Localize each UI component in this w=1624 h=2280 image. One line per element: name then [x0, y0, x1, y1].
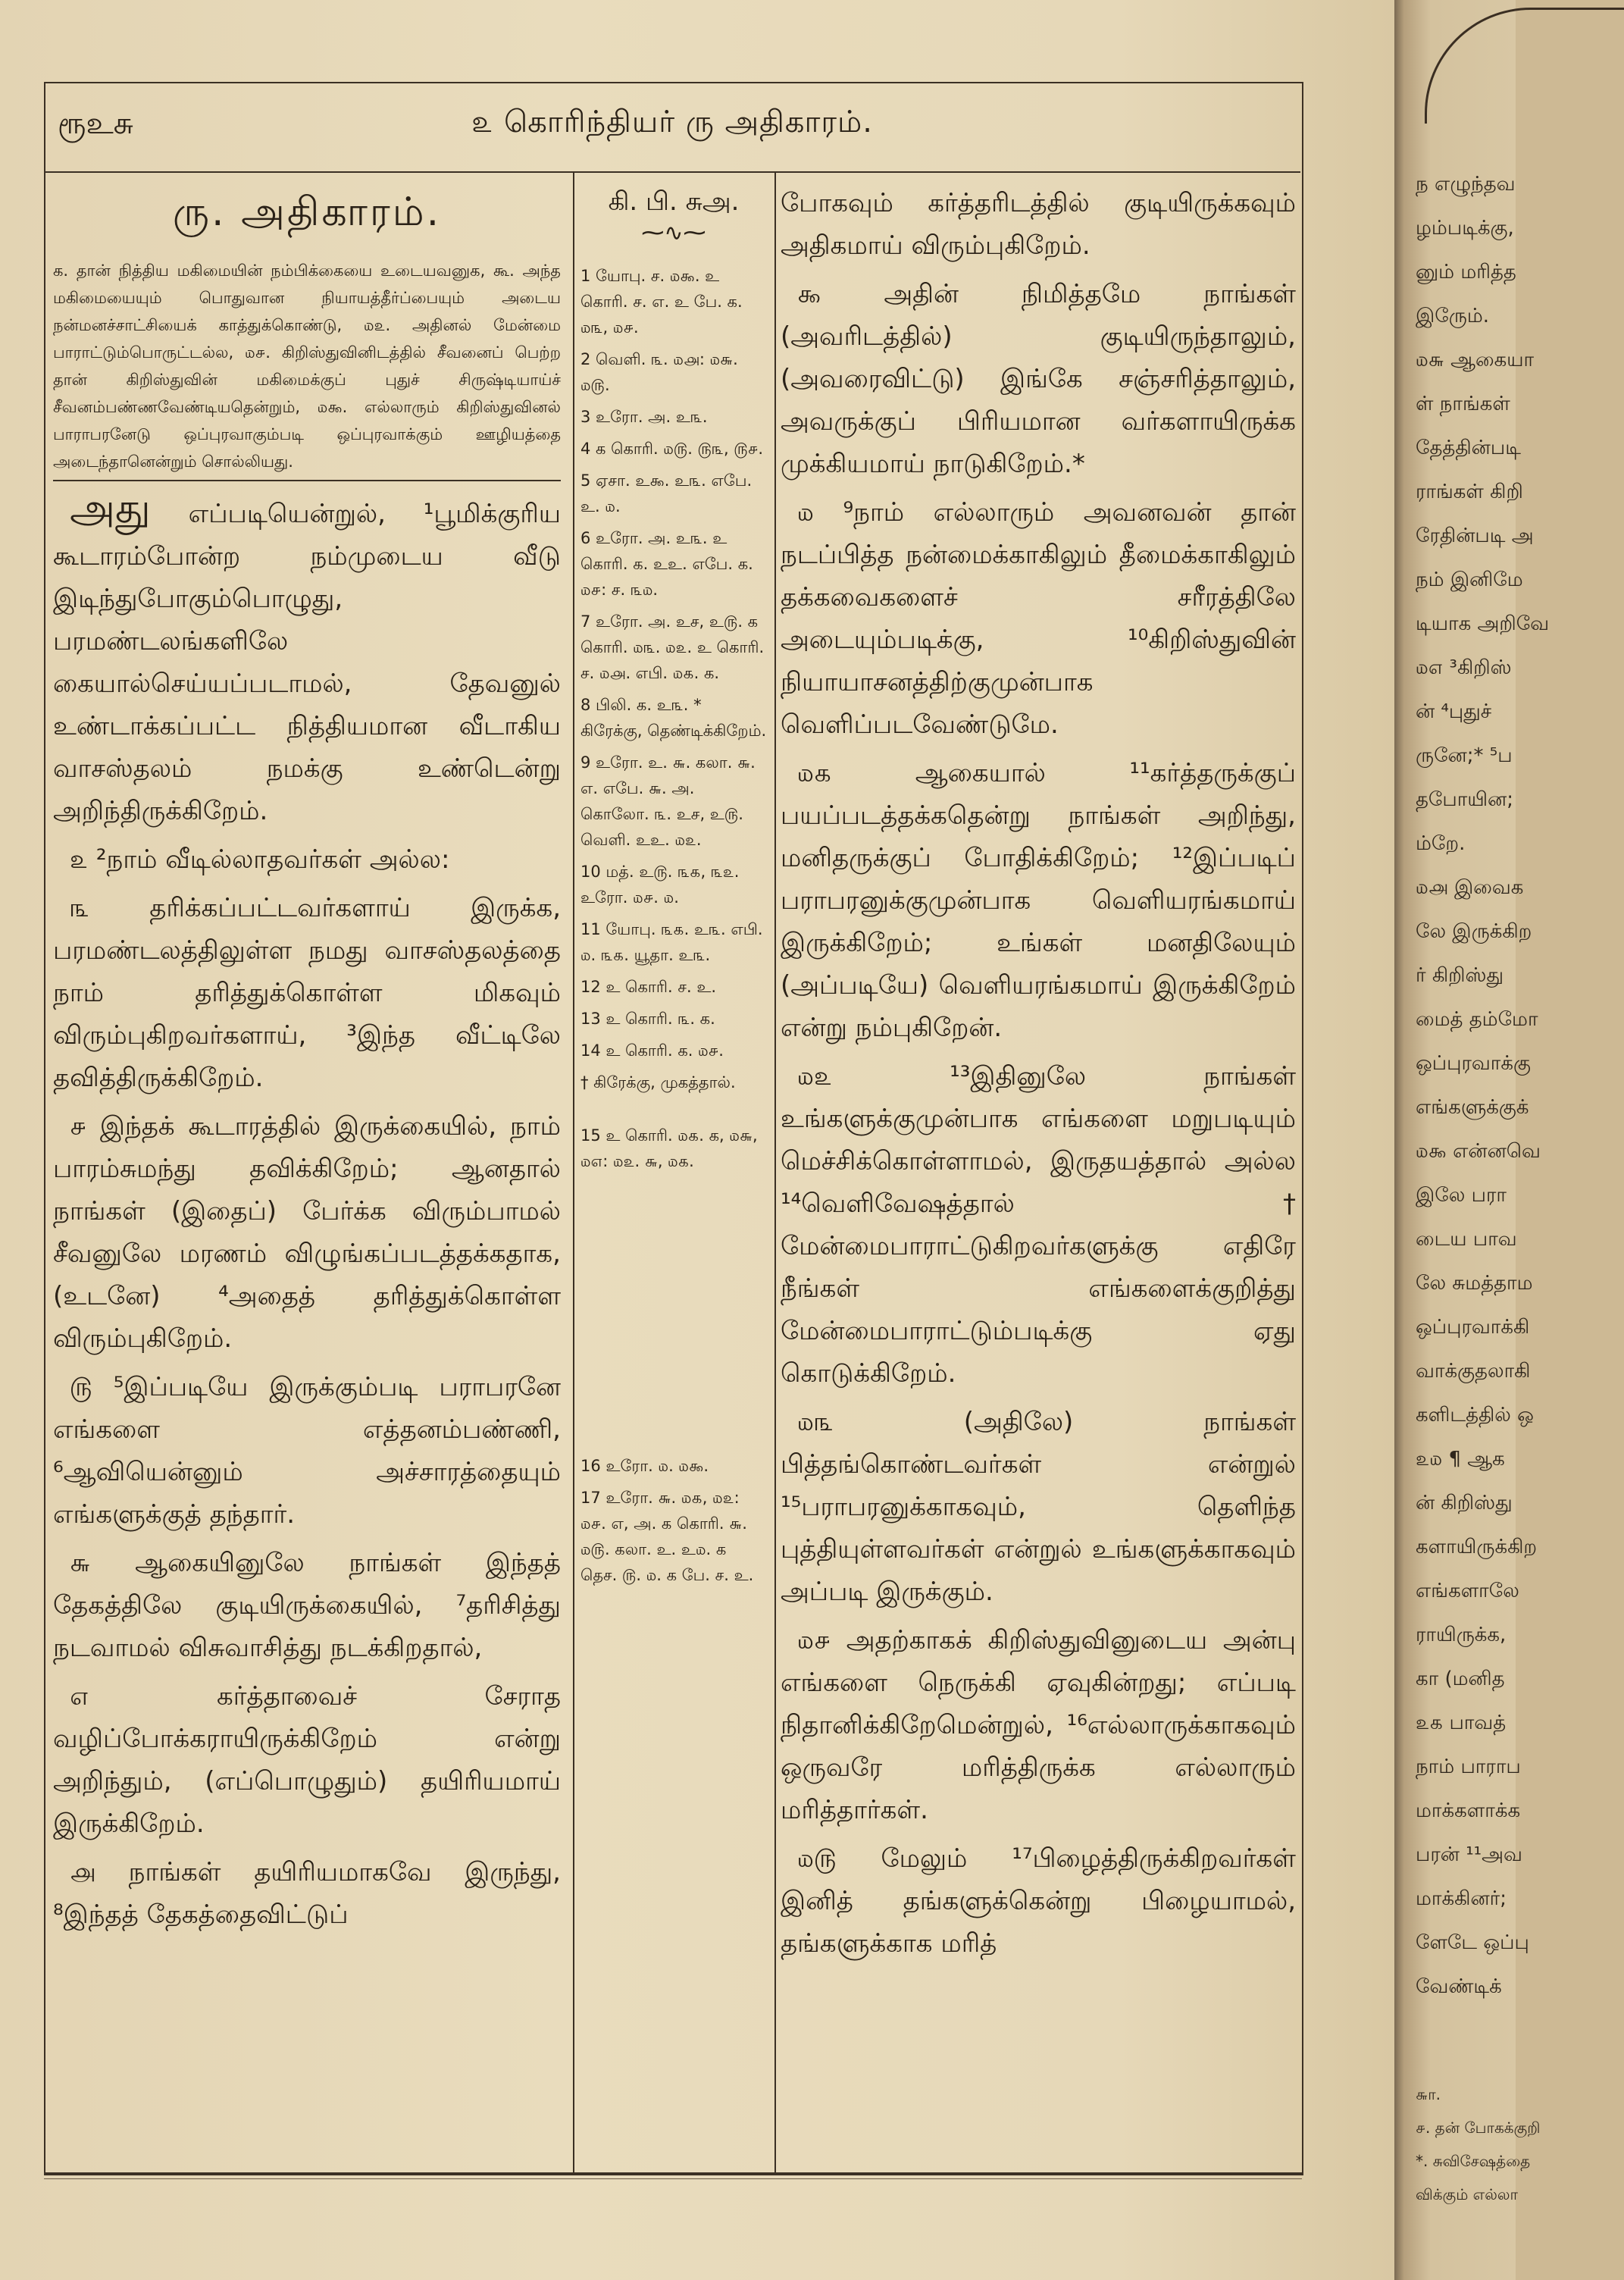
adjacent-text-fragment: பரன் ¹¹அவ: [1416, 1843, 1522, 1866]
column-rule-right: [774, 173, 776, 2172]
main-text-column-2: [781, 182, 1296, 1971]
running-title: ௨ கொரிந்தியர் ரு அதிகாரம்.: [471, 105, 873, 139]
adjacent-text-fragment: ௨௰ ¶ ஆக: [1416, 1448, 1505, 1470]
cross-reference: 9 உரோ. உ. ௬. கலா. ௬. எ. எபே. ௬. அ. கொலோ. ௩. உச, உ௫. வெளி. உஉ. ௰௨.: [580, 753, 756, 849]
adjacent-footnote-fragment: *. சுவிசேஷத்தை: [1416, 2152, 1531, 2170]
verse-number: ௬: [70, 1548, 91, 1578]
adjacent-text-fragment: ர் கிறிஸ்து: [1416, 964, 1504, 987]
adjacent-text-fragment: தபோயின;: [1416, 788, 1513, 811]
verse-text: ஆகையால் ¹¹கர்த்தருக்குப் பயப்படத்தக்கதென்று நாங்கள் அறிந்து, மனிதருக்குப் போதிக்கிறேம்; ¹²இப்படிப் பராபரனுக்குமுன்பாக வெளியரங்கமாய் இருக்கிறேம்; உங்கள் மனதிலேயும் (அப்படியே) வெளியரங்கமாய் இருக்கிறேம் என்று நம்புகிறேன்.: [781, 758, 1296, 1043]
adjacent-text-fragment: லே சுமத்தாம: [1416, 1272, 1533, 1295]
verse-text: அதின் நிமித்தமே நாங்கள் (அவரிடத்தில்) குடியிருந்தாலும், (அவரைவிட்டு) இங்கே சஞ்சரித்தாலும், அவருக்குப் பிரியமான வர்களாயிருக்க முக்கியமாய் நாடுகிறேம்.*: [781, 279, 1296, 479]
verse-number: ௰௩: [797, 1407, 834, 1437]
verse: [53, 1675, 561, 1845]
adjacent-text-fragment: ன் ⁴புதுச்: [1416, 700, 1492, 723]
chapter-heading: ரு. அதிகாரம்.: [172, 189, 442, 235]
cross-reference-column: [580, 182, 767, 1594]
adjacent-text-fragment: மைத் தம்மோ: [1416, 1008, 1538, 1031]
adjacent-text-fragment: மாக்கினர்;: [1416, 1887, 1507, 1910]
adjacent-text-fragment: டைய பாவ: [1416, 1228, 1517, 1251]
verse-number: ௰: [797, 497, 814, 528]
verse-text: (அதிலே) நாங்கள் பித்தங்கொண்டவர்கள் என்றுல் ¹⁵பராபரனுக்காகவும், தெளிந்த புத்தியுள்ளவர்கள் என்றுல் உங்களுக்காகவும் அப்படி இருக்கும்.: [781, 1407, 1296, 1607]
ref-gap-large: [580, 1180, 767, 1453]
verse-text: இந்தக் கூடாரத்தில் இருக்கையில், நாம் பாரம்சுமந்து தவிக்கிறேம்; ஆனதால் நாங்கள் (இதைப்) பேர்க்க விரும்பாமல் சீவனுலே மரணம் விழுங்கப்படத்தக்கதாக, (உடனே) ⁴அதைத் தரித்துக்கொள்ள விரும்புகிறேம்.: [53, 1111, 561, 1354]
adjacent-text-fragment: ராயிருக்க,: [1416, 1624, 1507, 1646]
chapter-summary: க. தான் நித்திய மகிமையின் நம்பிக்கையை உடையவனுக, கூ. அந்த மகிமையையும் பொதுவான நியாயத்தீர்ப்பையும் அடைய நன்மனச்சாட்சியைக் காத்துக்கொண்டு, ௰௨. அதினல் மேன்மை பாராட்டும்பொருட்டல்ல, ௰௪. கிறிஸ்துவினிடத்தில் சீவனைப் பெற்ற தான் கிறிஸ்துவின் மகிமைக்குப் புதுச் சிருஷ்டியாய்ச் சீவனம்பண்ணவேண்டியதென்றும், ௰௯. எல்லாரும் கிறிஸ்துவினல் பாராபரனேடு ஒப்புரவாகும்படி ஒப்புரவாக்கும் ஊழியத்தை அடைந்தானென்றும் சொல்லியது.: [53, 257, 561, 481]
verse-text: கர்த்தாவைச் சேராத வழிப்போக்கராயிருக்கிறேம் என்று அறிந்தும், (எப்பொழுதும்) தயிரியமாய் இருக்கிறேம்.: [53, 1681, 561, 1839]
verse: [781, 491, 1296, 746]
adjacent-text-fragment: ன் கிறிஸ்து: [1416, 1492, 1513, 1514]
verse: [53, 1542, 561, 1669]
verse-number: ௰௨: [797, 1061, 833, 1091]
verse-text: ²நாம் வீடில்லாதவர்கள் அல்ல:: [88, 844, 450, 875]
cross-reference: 6 உரோ. அ. உ௩. உ கொரி. க. உஉ. எபே. க. ௰௪: ச. ௩௰.: [580, 529, 753, 599]
cross-reference: 3 உரோ. அ. உ௩.: [580, 408, 708, 426]
verse-text: தரிக்கப்பட்டவர்களாய் இருக்க, பரமண்டலத்திலுள்ள நமது வாசஸ்தலத்தை நாம் தரித்துக்கொள்ள மிகவும் விரும்புகிறவர்களாய், ³இந்த வீட்டிலே தவித்திருக்கிறேம்.: [53, 893, 561, 1093]
verse-list-column-1: [53, 484, 561, 1936]
page-curl-line: [1425, 8, 1624, 124]
adjacent-text-fragment: தேத்தின்படி: [1416, 437, 1521, 459]
adjacent-text-fragment: நாம் பாராப: [1416, 1755, 1521, 1778]
verse: [53, 887, 561, 1099]
verse: [781, 1055, 1296, 1395]
cross-reference: 14 உ கொரி. க. ௰௪.: [580, 1041, 724, 1060]
verse: [781, 273, 1296, 485]
adjacent-text-fragment: எங்களுக்குக்: [1416, 1096, 1529, 1119]
adjacent-text-fragment: ௰௮ இவைக: [1416, 876, 1524, 899]
adjacent-text-fragment: வேண்டிக்: [1416, 1975, 1502, 1998]
cross-reference: 16 உரோ. ௰. ௰௯.: [580, 1457, 709, 1475]
verse-number: ௫: [70, 1372, 92, 1402]
adjacent-footnote-fragment: ௬ா.: [1416, 2085, 1441, 2103]
adjacent-text-fragment: லே இருக்கிற: [1416, 920, 1532, 943]
cross-reference: 4 க கொரி. ௰௫. ௫௩, ௫௪.: [580, 440, 764, 458]
verse: [781, 1401, 1296, 1613]
ornament-flourish: ⁓∿⁓: [641, 220, 706, 246]
verse: [781, 182, 1296, 267]
verse-number: ௩: [70, 893, 89, 923]
cross-reference: 7 உரோ. அ. உச, உ௫. க கொரி. ௰௩. ௰௨. உ கொரி. ச. ௰௮. எபி. ௰௧. க.: [580, 612, 765, 682]
adjacent-text-fragment: ராங்கள் கிறி: [1416, 481, 1523, 503]
cross-references-bottom: [580, 1453, 767, 1588]
bottom-rule: [44, 2172, 1302, 2174]
adjacent-text-fragment: னும் மரித்த: [1416, 261, 1516, 283]
adjacent-text-fragment: களாயிருக்கிற: [1416, 1536, 1538, 1558]
adjacent-text-fragment: வாக்குதலாகி: [1416, 1360, 1531, 1383]
adjacent-text-fragment: ள் நாங்கள்: [1416, 393, 1510, 415]
verse-number: ௮: [70, 1857, 95, 1887]
adjacent-footnote-fragment: விக்கும் எல்லா: [1416, 2185, 1518, 2203]
cross-reference: 5 ஏசா. உ௯. உ௩. எபே. உ. ௰.: [580, 471, 753, 515]
adjacent-text-fragment: ந எழுந்தவ: [1416, 173, 1516, 196]
verse: [53, 1366, 561, 1536]
verse-list-column-2: [781, 182, 1296, 1965]
verse-text: நாங்கள் தயிரியமாகவே இருந்து, ⁸இந்தத் தேகத்தைவிட்டுப்: [53, 1857, 561, 1930]
verse-text: எப்படியென்றுல், ¹பூமிக்குரிய கூடாரம்போன்ற நம்முடைய வீடு இடிந்துபோகும்பொழுது, பரமண்டலங்களிலே கையால்செய்யப்படாமல், தேவனுல் உண்டாக்கப்பட்ட நித்தியமான வீடாகிய வாசஸ்தலம் நமக்கு உண்டென்று அறிந்திருக்கிறேம்.: [53, 499, 561, 826]
adjacent-text-fragment: ௰௬ ஆகையா: [1416, 349, 1535, 371]
verse-number: அது: [70, 484, 151, 532]
cross-reference: 15 உ கொரி. ௰௧. க, ௰௬, ௰௭: ௰௨. ௬, ௰௧.: [580, 1126, 758, 1170]
verse: [781, 1837, 1296, 1965]
adjacent-text-fragment: ருனே;* ⁵ப: [1416, 744, 1513, 767]
adjacent-text-fragment: இருேம்.: [1416, 305, 1490, 327]
adjacent-text-fragment: நம் இனிமே: [1416, 568, 1523, 591]
adjacent-footnote-fragment: ௪. தன் போகக்குறி: [1416, 2119, 1541, 2137]
adjacent-text-fragment: ளேடே ஒப்பு: [1416, 1931, 1529, 1954]
adjacent-text-fragment: ௰௭ ³கிறிஸ்: [1416, 656, 1512, 679]
main-text-column-1: [53, 182, 561, 1942]
verse-text: ⁵இப்படியே இருக்கும்படி பராபரனே எங்களை எத்தனம்பண்ணி, ⁶ஆவியென்னும் அச்சாரத்தையும் எங்களுக்குத் தந்தார்.: [53, 1372, 561, 1530]
adjacent-text-fragment: ௨௧ பாவத்: [1416, 1712, 1507, 1734]
adjacent-text-fragment: மாக்களாக்க: [1416, 1799, 1521, 1822]
ref-gap: [580, 1101, 767, 1123]
verse-text: போகவும் கர்த்தரிடத்தில் குடியிருக்கவும் அதிகமாய் விரும்புகிறேம்.: [781, 188, 1296, 261]
bottom-rule-thin: [44, 2178, 1302, 2179]
verse-number: ௨: [70, 844, 89, 875]
adjacent-text-fragment: ழம்படிக்கு,: [1416, 217, 1514, 240]
cross-reference: 1 யோபு. ச. ௰௯. உ கொரி. ச. எ. உ பே. க. ௰௩, ௰௪.: [580, 267, 743, 337]
cross-reference: 12 உ கொரி. ச. உ.: [580, 978, 717, 996]
cross-reference: † கிரேக்கு, முகத்தால்.: [580, 1073, 736, 1091]
cross-references-middle: [580, 1123, 767, 1174]
verse: [53, 1851, 561, 1936]
cross-reference: 10 மத். உ௫. ௩௧, ௩௨. உரோ. ௰௪. ௰.: [580, 863, 740, 907]
cross-reference: 13 உ கொரி. ௩. க.: [580, 1010, 715, 1028]
verse-number: ௪: [70, 1111, 87, 1142]
cross-reference: 17 உரோ. ௬. ௰௧, ௰௨: ௰௪. எ, அ. க கொரி. ௬. ௰௫. கலா. உ. உ௰. க தெச. ௫. ௰. க பே. ச. உ.: [580, 1489, 754, 1584]
margin-date-heading: கி. பி. சுஅ.: [608, 186, 740, 217]
verse-number: ௰௪: [797, 1625, 831, 1655]
verse-number: ௰௫: [797, 1843, 837, 1874]
verse: [53, 1105, 561, 1360]
adjacent-text-fragment: ம்றே.: [1416, 832, 1466, 855]
verse-number: ௯: [797, 279, 821, 309]
cross-reference: 11 யோபு. ௩௧. உ௩. எபி. ௰. ௩௧. யூதா. உ௩.: [580, 920, 763, 964]
adjacent-text-fragment: ஒப்புரவாக்கு: [1416, 1052, 1531, 1075]
running-header: [44, 82, 1300, 173]
adjacent-text-fragment: டியாக அறிவே: [1416, 612, 1550, 635]
verse-text: மேலும் ¹⁷பிழைத்திருக்கிறவர்கள் இனித் தங்களுக்கென்று பிழையாமல், தங்களுக்காக மரித்: [781, 1843, 1296, 1959]
verse-text: ¹³இதினுலே நாங்கள் உங்களுக்குமுன்பாக எங்களை மறுபடியும் மெச்சிக்கொள்ளாமல், இருதயத்தால் அல்ல ¹⁴வெளிவேஷத்தால்† மேன்மைபாராட்டுகிறவர்களுக்கு எதிரே நீங்கள் எங்களைக்குறித்து மேன்மைபாராட்டும்படிக்கு ஏது கொடுக்கிறேம்.: [781, 1061, 1296, 1389]
adjacent-text-fragment: எங்களாலே: [1416, 1580, 1519, 1602]
verse: [53, 838, 561, 881]
adjacent-text-fragment: இலே பரா: [1416, 1184, 1507, 1207]
column-rule-left: [573, 173, 574, 2172]
adjacent-text-fragment: ௰௯ என்னவெ: [1416, 1140, 1541, 1163]
cross-reference: 2 வெளி. ௩. ௰௮: ௰௬. ௰௫.: [580, 350, 738, 394]
cross-reference: 8 பிலி. க. உ௩. * கிரேக்கு, தெண்டிக்கிறேம்.: [580, 696, 767, 740]
adjacent-text-fragment: கா (மனித: [1416, 1668, 1505, 1690]
verse-text: ⁹நாம் எல்லாரும் அவனவன் தான் நடப்பித்த நன்மைக்காகிலும் தீமைக்காகிலும் தக்கவைகளைச் சரீரத்திலே அடையும்படிக்கு, ¹⁰கிறிஸ்துவின் நியாயாசனத்திற்குமுன்பாக வெளிப்படவேண்டுமே.: [781, 497, 1296, 740]
adjacent-text-fragment: களிடத்தில் ஒ: [1416, 1404, 1534, 1427]
cross-references-top: [580, 263, 767, 1095]
adjacent-text-fragment: ரேதின்படி அ: [1416, 525, 1534, 547]
verse-number: ௰௧: [797, 758, 832, 788]
adjacent-text-fragment: ஒப்புரவாக்கி: [1416, 1316, 1530, 1339]
verse: [53, 484, 561, 832]
verse-text: அதற்காகக் கிறிஸ்துவினுடைய அன்பு எங்களை நெருக்கி ஏவுகின்றது; எப்படி நிதானிக்கிறேமென்றுல், ¹⁶எல்லாருக்காகவும் ஒருவரே மரித்திருக்க எல்லாரும் மரித்தார்கள்.: [781, 1625, 1296, 1825]
page-number: ரூஉசு: [58, 106, 133, 141]
adjacent-page-edge: [1394, 0, 1550, 2280]
verse: [781, 1619, 1296, 1831]
verse-text: ஆகையினுலே நாங்கள் இந்தத் தேகத்திலே குடியிருக்கையில், ⁷தரிசித்து நடவாமல் விசுவாசித்து நடக்கிறதால்,: [53, 1548, 561, 1663]
verse-number: ௭: [70, 1681, 89, 1712]
verse: [781, 752, 1296, 1049]
